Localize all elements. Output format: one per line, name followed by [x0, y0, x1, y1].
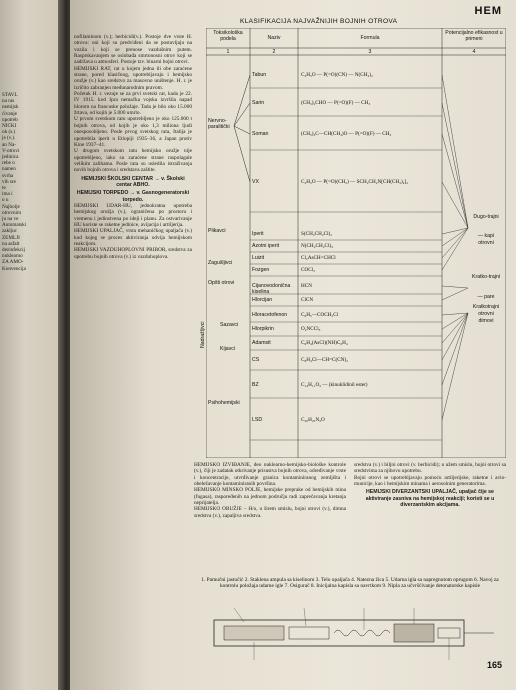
header-toxicological: Toksikološka podela: [213, 30, 243, 42]
row-name: Soman: [252, 131, 269, 137]
row-formula: HCN: [301, 283, 312, 289]
effect-line: [442, 288, 468, 300]
left-facing-page: [0, 0, 62, 690]
header-formula: Formula: [360, 35, 380, 41]
page-number: 165: [486, 660, 502, 670]
fragment-line: na ras: [2, 98, 15, 105]
row-formula: COCl₂: [301, 267, 315, 273]
effect-line: [442, 103, 468, 228]
left-column: [74, 34, 192, 260]
row-name: Sarin: [252, 100, 265, 106]
effect-smokes: dimovi: [478, 318, 494, 324]
fragment-line: Konvencija: [2, 265, 26, 272]
paragraph: Bojni otrovi se upotrebljavaju pomoću artiljerijske, raketne i avio-municije, kao i hemijskim minama i aerosolnim generatorima.: [354, 474, 506, 488]
row-formula: N(CH₂CH₂Cl)₃: [301, 243, 333, 249]
paragraph: sredstva (v.) i biljni otrovi (v. herbicidi); u užem smislu, bojni otrovi sa sredstvima za njihovu upotrebu.: [354, 462, 506, 475]
fragment-line: nemijsk: [2, 104, 19, 111]
paragraph: U drugom svetskom ratu hemijsko oružje nije upotrebljeno, iako su zaraćene strane raspolagale velikim zalihama. Posle rata su usledila istraživanja novih bojnih otrova i sredstava zaštite.: [74, 148, 192, 174]
fragment-line: an Na-: [2, 141, 16, 148]
row-formula: C₂H₅O — P(=O)(CN) — N(CH₃)₂: [301, 72, 373, 78]
paragraph: nofilaminom (v.); herbicidi(v.). Postoje dve vrste H. otrova: oni koji su predviđeni da se postavljaju na vozila i koji se prenose vazdušnim putem. Rasprskavanjem se oslobađa smrtonosni otrov koji se zadržava u atmosferi. Postoje tzv. binarni bojni otrovi.: [74, 34, 192, 66]
entry-heading: HEMIJSKI TORPEDO → v. Gasnogeneratorski torpedo.: [76, 190, 190, 203]
fragment-line: ćivanje: [2, 110, 17, 117]
col-number: 2: [272, 49, 276, 55]
fragment-line: o u: [2, 197, 9, 204]
paragraph: HEMIJSKI RAT, rat u kojem jedna ili obe zaraćene strane, pored klasičnog, upotrebljavaju i hemijsko oružje (v.) kao sredstvo za masovno uništenje. H. r. je izričito zabranjen međunarodnim pravom.: [74, 65, 192, 91]
classification-table: [200, 28, 506, 458]
category-psycho: Psihohemijski: [208, 400, 240, 406]
effect-line: [442, 313, 468, 360]
header-name: Naziv: [267, 35, 281, 41]
effect-poisons2: otrovni: [478, 311, 494, 317]
running-head: HEM: [474, 5, 502, 17]
category-blister: Plikavci: [208, 228, 226, 234]
effect-line: [442, 313, 468, 329]
row-formula: S(CH₂CH₂Cl)₂: [301, 231, 333, 237]
row-formula: C₂H₅O — P(=O)(CH₃) — SCH₂CH₂N[CH(CH₃)₂]₂: [301, 179, 409, 185]
fragment-line: V-otrovi: [2, 147, 20, 154]
fragment-line: dezinfekcij: [2, 247, 26, 254]
fragment-line: Najbolje: [2, 203, 20, 210]
fragment-line: STAVL: [2, 92, 18, 98]
effect-line: [442, 286, 468, 288]
row-formula: C₆H₄(AsCl)(NH)C₆H₄: [301, 340, 348, 346]
col-number: 3: [368, 49, 372, 55]
fragment-line: ok (s.): [2, 129, 16, 136]
row-name: CS: [252, 357, 260, 363]
fragment-line: otrovnim: [2, 209, 22, 216]
row-name: Azotni iperit: [252, 243, 280, 249]
row-formula: O₂NCCl₃: [301, 326, 321, 332]
effect-long: Dugo-trajni: [473, 214, 499, 220]
row-formula: C₆H₄Cl—CH=C(CN)₂: [301, 357, 348, 363]
row-formula: (CH₃)₃C—CH(CH₃)O — P(=O)(F) — CH₃: [301, 131, 392, 137]
row-formula: C₁₄H₁₁O₃ — (kinuklidinil ester): [301, 382, 368, 388]
entry-heading: HEMIJSKI DIVERZANTSKI UPALJAČ, upaljač čije se aktiviranje zasniva na hemijskoj reakciji; koristi se u diverzantskim akcijama.: [365, 489, 495, 509]
paragraph: HEMIJSKO ORUŽJE – H/o, u širem smislu, bojni otrovi (v.), dimna sredstva (v.), zapaljiva sredstva.: [194, 506, 346, 519]
row-name: Hlorcijan: [252, 297, 273, 303]
fragment-line: na asfalt: [2, 240, 20, 247]
row-formula: Cl₂AsCH=CHCl: [301, 255, 336, 261]
fragment-line: ima i: [2, 191, 13, 198]
row-formula: ClCN: [301, 297, 314, 303]
fragment-line: ZEMLJI: [2, 234, 20, 241]
category-tear: Sazavci: [220, 322, 239, 328]
effect-line: [442, 134, 468, 228]
right-column: [354, 462, 506, 508]
col-number: 1: [226, 49, 230, 55]
figure-caption: 1. Pamučni jastučić 2. Staklena ampula sa kiselinom 3. Telo upaljača 4. Nateznа žica 5. Udarna igla sa napregnutom oprugom 6. Navoj za kontrolu položaja udarne igle 7. Osigurač 8. Inicijalna kapisla sa navrtkom 9. Nipla za učvršćivanje detonatorske kapisle: [201, 577, 499, 590]
effect-line: [442, 313, 468, 385]
row-name: Luizit: [252, 255, 265, 261]
fragment-line: Automatski: [2, 222, 27, 229]
fragment-line: vih sre: [2, 178, 16, 185]
paragraph: Početak H. r. vezuje se za prvi svetski rat, kada je 22. IV 1915. kod Ipra nemačka vojska izvršila napad hlorom na francuske položaje. Tada je bilo oko 15.000 žrtava, od kojih je 5.000 umrlo.: [74, 91, 192, 117]
fragment-line: te: [2, 185, 6, 192]
fragment-line: upotreb: [2, 116, 18, 123]
effect-line: [442, 228, 468, 258]
effect-line: [442, 313, 468, 343]
paragraph: HEMIJSKI UDAR-HU, jednokratna upotreba hemijskog oružja (v.), ograničena po prostoru i vremenu i jedinstvena po ideji i planu. Za ostvarivanje HU koriste se raketne jedinice, avijacija i artiljerija.: [74, 202, 192, 228]
fragment-line: rebe o: [2, 160, 15, 167]
row-name: Tabun: [252, 72, 267, 78]
row-formula: C₂₀H₂₅N₃O: [301, 417, 325, 423]
row-name: Fozgen: [252, 267, 270, 273]
fuze-drawing: [194, 600, 506, 670]
row-name: Hloracetofenon: [252, 312, 288, 318]
effect-line: [442, 313, 468, 315]
category-nerve: Nervno-paralitički: [208, 118, 230, 130]
paragraph: HEMIJSKO IZVIĐANJE, deo nuklearno-hemijsko-biološke kontrole (v.), čiji je zadatak otkrivanje prisustva bojnih otrova, određivanje vrste i koncentracije, utvrđivanje granica kontaminiranog zemljišta i obeležavanje kontaminiranih površina.: [194, 462, 346, 488]
row-name: Iperit: [252, 231, 264, 237]
row-formula: (CH₃)₂CHO — P(=O)(F) — CH₃: [301, 100, 371, 106]
bracket-line: [234, 126, 250, 182]
effect-line: [442, 313, 468, 420]
fragment-line: zakljuc: [2, 228, 17, 235]
effect-drops: — kapi: [477, 233, 495, 239]
left-page-text: [2, 92, 60, 272]
header-efficacy: Potencijalno efikasnost u primeni: [445, 30, 503, 42]
middle-column: [194, 462, 346, 519]
fragment-line: je (v.).: [2, 135, 16, 142]
effect-vapors: — pare: [477, 294, 495, 300]
table-title: KLASIFIKACIJA NAJVAŽNIJIH BOJNIH OTROVA: [240, 18, 398, 25]
col-number: 4: [472, 49, 476, 55]
category-sneeze: Kijavci: [220, 346, 235, 352]
row-name: LSD: [252, 417, 263, 423]
entry-heading: HEMIJSKI ŠKOLSKI CENTAR → v. Školski centar ABHO.: [81, 175, 185, 188]
row-name: Adamsit: [252, 340, 271, 346]
table-lines: [206, 28, 506, 458]
category-choking: Zagušljivci: [208, 260, 233, 266]
category-irritants: Nadražljivci: [200, 321, 206, 348]
effect-poisons: otrovni: [478, 240, 494, 246]
paragraph: U prvom svetskom ratu upotrebljeno je oko 125.000 t bojnih otrova, od kojih je oko 1,3 miliona ljudi onesposobljeno. Posle prvog svetskog rata, Italija je upotrebila iperit u Etiopiji 1935–36, a Japan protiv Kine 1937–41.: [74, 116, 192, 148]
row-name: VX: [252, 179, 259, 185]
row-formula: C₆H₅—COCH₂Cl: [301, 312, 339, 318]
fragment-line: ju na ve: [2, 216, 19, 223]
effect-short: Kratko-trajni: [472, 274, 500, 280]
fragment-line: ZA AMO-: [2, 259, 24, 266]
fragment-line: nuklearno: [2, 253, 23, 260]
effect-line: [442, 228, 468, 234]
effect-short2: Kratkotrajni: [472, 304, 500, 310]
row-name: BZ: [252, 382, 259, 388]
row-name: Cijanovodonična kiselina: [252, 283, 291, 295]
fragment-line: NIČKI: [2, 123, 17, 130]
right-page: [70, 0, 516, 690]
category-general: Opšti otrovi: [208, 280, 235, 286]
fragment-line: jedinica: [2, 154, 19, 161]
paragraph: HEMIJSKI UPALJAČ, vrsta mehaničkog upaljača (v.) kod kojeg se proces aktiviranja odvija hemijskom reakcijom.: [74, 228, 192, 247]
fragment-line: namen: [2, 166, 16, 173]
paragraph: HEMIJSKO MINSKO POLJE, hemijske preprake od hemijskih mina (fugasa), raspoređenih na jednom području radi zaprečavanja kretanja neprijatelja.: [194, 487, 346, 507]
row-name: Hlorpikrin: [252, 326, 274, 332]
paragraph: HEMIJSKI VAZDUHOPLOVNI PRIBOR, sredstva za upotrebu bojnih otrova (v.) iz vazduhoplova.: [74, 247, 192, 260]
effect-line: [442, 228, 468, 270]
fragment-line: svrha: [2, 172, 14, 179]
